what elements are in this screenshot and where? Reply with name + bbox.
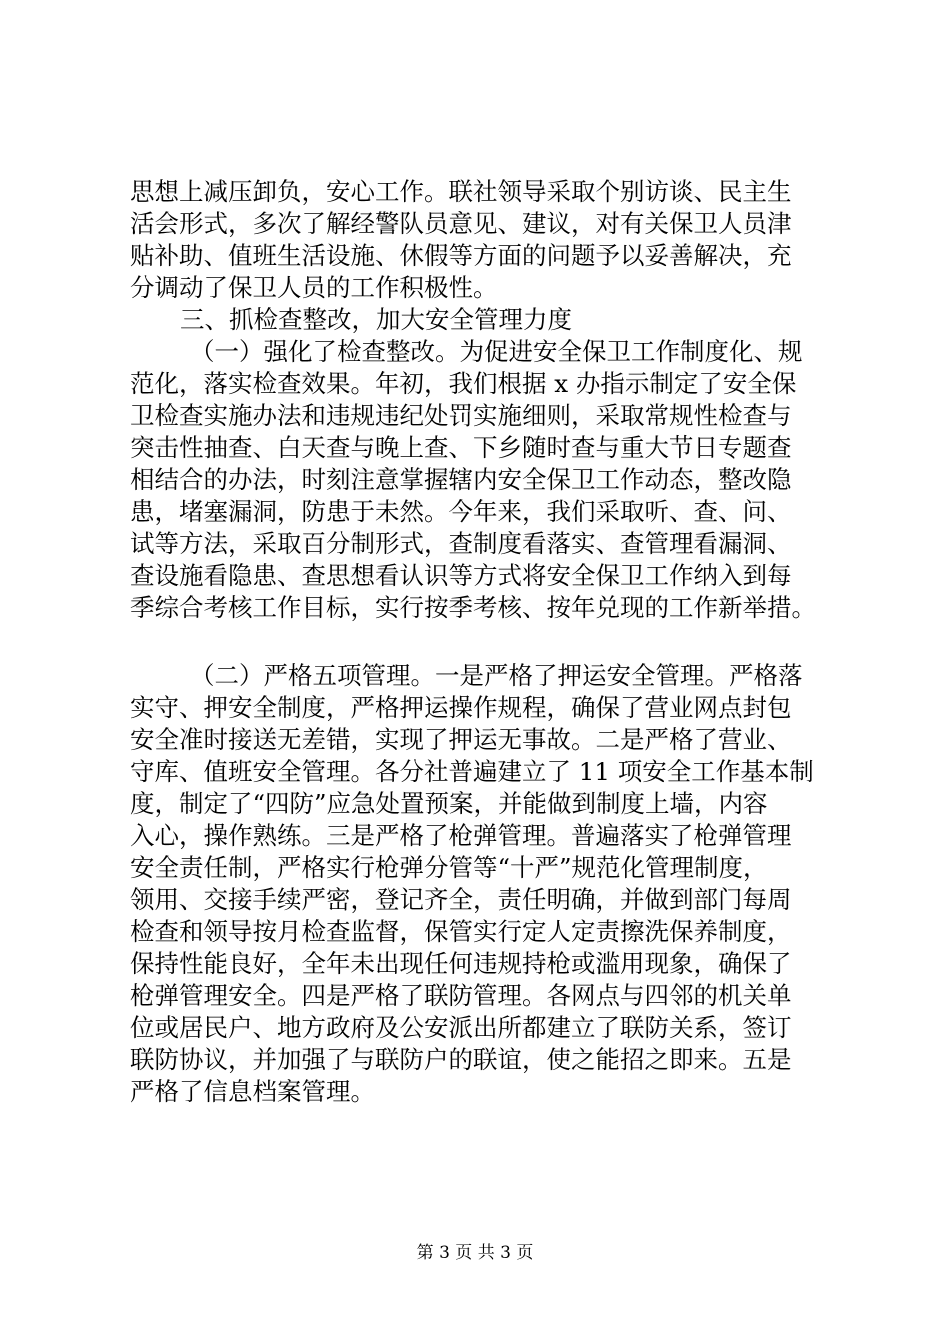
text-line: 检查和领导按月检查监督，保管实行定人定责擦洗保养制度， xyxy=(130,917,792,946)
text-line: 安全准时接送无差错，实现了押运无事故。二是严格了营业、 xyxy=(130,725,792,754)
text-line: 领用、交接手续严密，登记齐全，责任明确，并做到部门每周 xyxy=(130,885,792,914)
text-line: 患，堵塞漏洞，防患于未然。今年来，我们采取听、查、问、 xyxy=(130,497,792,526)
text-line: 位或居民户、地方政府及公安派出所都建立了联防关系，签订 xyxy=(130,1013,792,1042)
text-line: 入心，操作熟练。三是严格了枪弹管理。普遍落实了枪弹管理 xyxy=(130,821,792,850)
text-line: 实守、押安全制度，严格押运操作规程，确保了营业网点封包 xyxy=(130,693,792,722)
text-line: 贴补助、值班生活设施、休假等方面的问题予以妥善解决，充 xyxy=(130,241,792,270)
text-line: 相结合的办法，时刻注意掌握辖内安全保卫工作动态，整改隐 xyxy=(130,465,792,494)
text-line: 季综合考核工作目标，实行按季考核、按年兑现的工作新举措。 xyxy=(130,593,816,622)
text-line: 查设施看隐患、查思想看认识等方式将安全保卫工作纳入到每 xyxy=(130,561,792,590)
text-line: 守库、值班安全管理。各分社普遍建立了 11 项安全工作基本制 xyxy=(130,757,814,786)
text-line: 枪弹管理安全。四是严格了联防管理。各网点与四邻的机关单 xyxy=(130,981,792,1010)
text-line: 安全责任制，严格实行枪弹分管等“十严”规范化管理制度， xyxy=(130,853,768,882)
page-number-footer: 第 3 页 共 3 页 xyxy=(416,1243,534,1263)
text-line: 分调动了保卫人员的工作积极性。 xyxy=(130,273,498,302)
text-line: 试等方法，采取百分制形式，查制度看落实、查管理看漏洞、 xyxy=(130,529,792,558)
text-line: 活会形式，多次了解经警队员意见、建议，对有关保卫人员津 xyxy=(130,209,792,238)
paragraph-spacer xyxy=(130,624,840,660)
text-line: 度，制定了“四防”应急处置预案，并能做到制度上墙，内容 xyxy=(130,789,768,818)
text-line: 思想上减压卸负，安心工作。联社领导采取个别访谈、民主生 xyxy=(130,177,792,206)
heading-line: 三、抓检查整改，加大安全管理力度 xyxy=(180,305,572,334)
text-line: （二）严格五项管理。一是严格了押运安全管理。严格落 xyxy=(190,661,803,690)
text-line: 严格了信息档案管理。 xyxy=(130,1077,375,1106)
paragraph-2 xyxy=(130,336,840,624)
text-line: 卫检查实施办法和违规违纪处罚实施细则，采取常规性检查与 xyxy=(130,401,792,430)
section-heading-3 xyxy=(130,304,840,336)
paragraph-3 xyxy=(130,660,840,1108)
text-line: （一）强化了检查整改。为促进安全保卫工作制度化、规 xyxy=(190,337,803,366)
document-body xyxy=(130,176,840,1108)
text-line: 保持性能良好，全年未出现任何违规持枪或滥用现象，确保了 xyxy=(130,949,792,978)
text-line: 范化，落实检查效果。年初，我们根据 x 办指示制定了安全保 xyxy=(130,369,797,398)
text-line: 联防协议，并加强了与联防户的联谊，使之能招之即来。五是 xyxy=(130,1045,792,1074)
paragraph-1 xyxy=(130,176,840,304)
text-line: 突击性抽查、白天查与晚上查、下乡随时查与重大节日专题查 xyxy=(130,433,792,462)
